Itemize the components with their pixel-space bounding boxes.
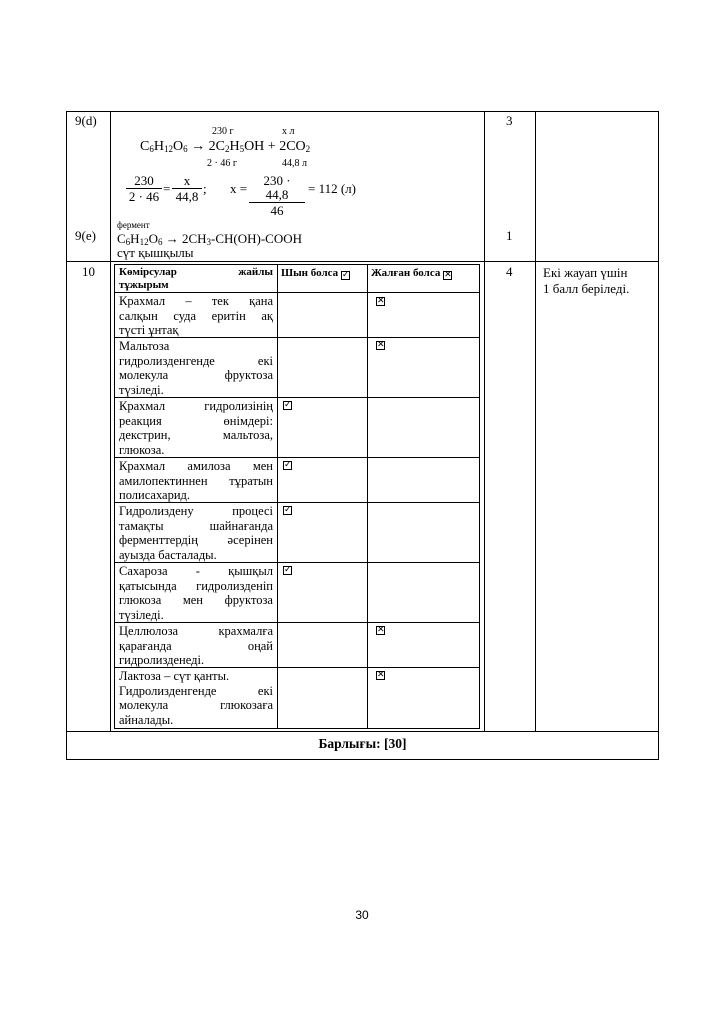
inner-table-left bbox=[114, 264, 115, 729]
proportion-equals: = bbox=[163, 181, 171, 196]
total-score: Барлығы: [30] bbox=[318, 736, 407, 751]
product-ethanol: $2C_2H_5OH$ bbox=[208, 139, 265, 154]
calc-result: = 112 (л) bbox=[308, 181, 356, 196]
question-number-9e: 9(e) bbox=[75, 228, 96, 243]
column-divider-score bbox=[535, 111, 536, 732]
crossed-box-icon: ✕ bbox=[377, 670, 385, 680]
calc-fraction: $\frac{230 \cdot 44,8}{46}$ bbox=[249, 174, 305, 218]
row-divider-10-total bbox=[66, 731, 659, 732]
crossed-box-icon: ✕ bbox=[377, 296, 385, 306]
header-false: Жалған болса ✕ bbox=[371, 267, 452, 280]
inner-col-divider-1 bbox=[277, 264, 278, 729]
checked-box-icon: ✓ bbox=[284, 400, 292, 410]
catalyst-label: фермент bbox=[117, 220, 150, 230]
product-co2: $2CO_2$ bbox=[279, 139, 311, 154]
statement-text: Крахмал – тек қана салқын суда еритін ақ түсті ұнтақ bbox=[119, 294, 273, 337]
question-number-10: 10 bbox=[82, 264, 95, 279]
inner-col-divider-2 bbox=[367, 264, 368, 729]
header-true: Шын болса ✓ bbox=[281, 267, 350, 280]
inner-row-line-5 bbox=[114, 562, 480, 563]
crossed-box-icon: ✕ bbox=[377, 340, 385, 350]
proportion-left: $\frac{230}{2 \cdot 46}$ bbox=[126, 174, 162, 204]
crossed-box-icon: ✕ bbox=[444, 270, 452, 280]
inner-table-bottom bbox=[114, 728, 480, 729]
statement-text: Целлюлоза крахмалға қарағанда оңай гидролизденеді. bbox=[119, 624, 273, 667]
row-divider-9-10 bbox=[66, 261, 659, 262]
reactant-mass: 230 г bbox=[212, 126, 234, 137]
reaction-arrow: → bbox=[191, 139, 206, 154]
statement-text: Лактоза – сүт қанты. Гидролизденгенде екі молекула глюкозаға айналады. bbox=[119, 669, 273, 727]
calc-lhs: x = bbox=[230, 181, 248, 196]
lactic-fermentation-equation: $C_6H_{12}O_6$ → $2CH_3-CH(OH)$-COOH bbox=[117, 231, 303, 247]
reactant-molar-mass: 2 · 46 г bbox=[207, 158, 237, 169]
proportion-right: $\frac{x}{44,8}$ bbox=[172, 174, 202, 204]
column-divider-number bbox=[110, 111, 111, 732]
plus-sign: + bbox=[267, 139, 276, 154]
product-molar-volume: 44,8 л bbox=[282, 158, 307, 169]
score-10: 4 bbox=[506, 264, 513, 279]
proportion-separator: ; bbox=[203, 181, 207, 196]
checked-box-icon: ✓ bbox=[341, 270, 350, 280]
table-top-border bbox=[66, 111, 659, 112]
product-name: сүт қышқылы bbox=[117, 245, 194, 260]
statement-text: Крахмал гидролизінің реакция өнімдері: декстрин, мальтоза, глюкоза. bbox=[119, 399, 273, 457]
statement-text: Крахмал амилоза мен амилопектиннен тұратын полисахарид. bbox=[119, 459, 273, 502]
column-divider-answer bbox=[484, 111, 485, 732]
checked-box-icon: ✓ bbox=[284, 505, 292, 515]
statement-text: Сахароза - қышқыл қатысында гидролизденіп глюкоза мен фруктоза түзіледі. bbox=[119, 564, 273, 622]
fermentation-equation bbox=[140, 140, 310, 154]
inner-row-line-0 bbox=[114, 292, 480, 293]
checked-box-icon: ✓ bbox=[284, 460, 292, 470]
table-right-border bbox=[658, 111, 659, 760]
crossed-box-icon: ✕ bbox=[377, 625, 385, 635]
statement-text: Гидролиздену процесі тамақты шайнағанда ферменттердің әсерінен ауызда басталады. bbox=[119, 504, 273, 562]
header-statement: Көмірсулар жайлы тұжырым bbox=[119, 266, 273, 291]
score-9d: 3 bbox=[506, 113, 513, 128]
inner-row-line-3 bbox=[114, 457, 480, 458]
reactant-glucose: $C_6H_{12}O_6$ bbox=[140, 139, 188, 154]
inner-table-top bbox=[114, 264, 480, 265]
checked-box-icon: ✓ bbox=[284, 565, 292, 575]
inner-row-line-6 bbox=[114, 622, 480, 623]
score-9e: 1 bbox=[506, 228, 513, 243]
question-number-9d: 9(d) bbox=[75, 113, 97, 128]
table-left-border bbox=[66, 111, 67, 760]
marking-note: Екі жауап үшін 1 балл беріледі. bbox=[543, 265, 630, 296]
statement-text: Мальтоза гидролизденгенде екі молекула фруктоза түзіледі. bbox=[119, 339, 273, 397]
inner-row-line-2 bbox=[114, 397, 480, 398]
page-number: 30 bbox=[355, 908, 369, 922]
inner-table-right bbox=[479, 264, 480, 729]
table-bottom-border bbox=[66, 759, 659, 760]
product-volume: x л bbox=[282, 126, 295, 137]
